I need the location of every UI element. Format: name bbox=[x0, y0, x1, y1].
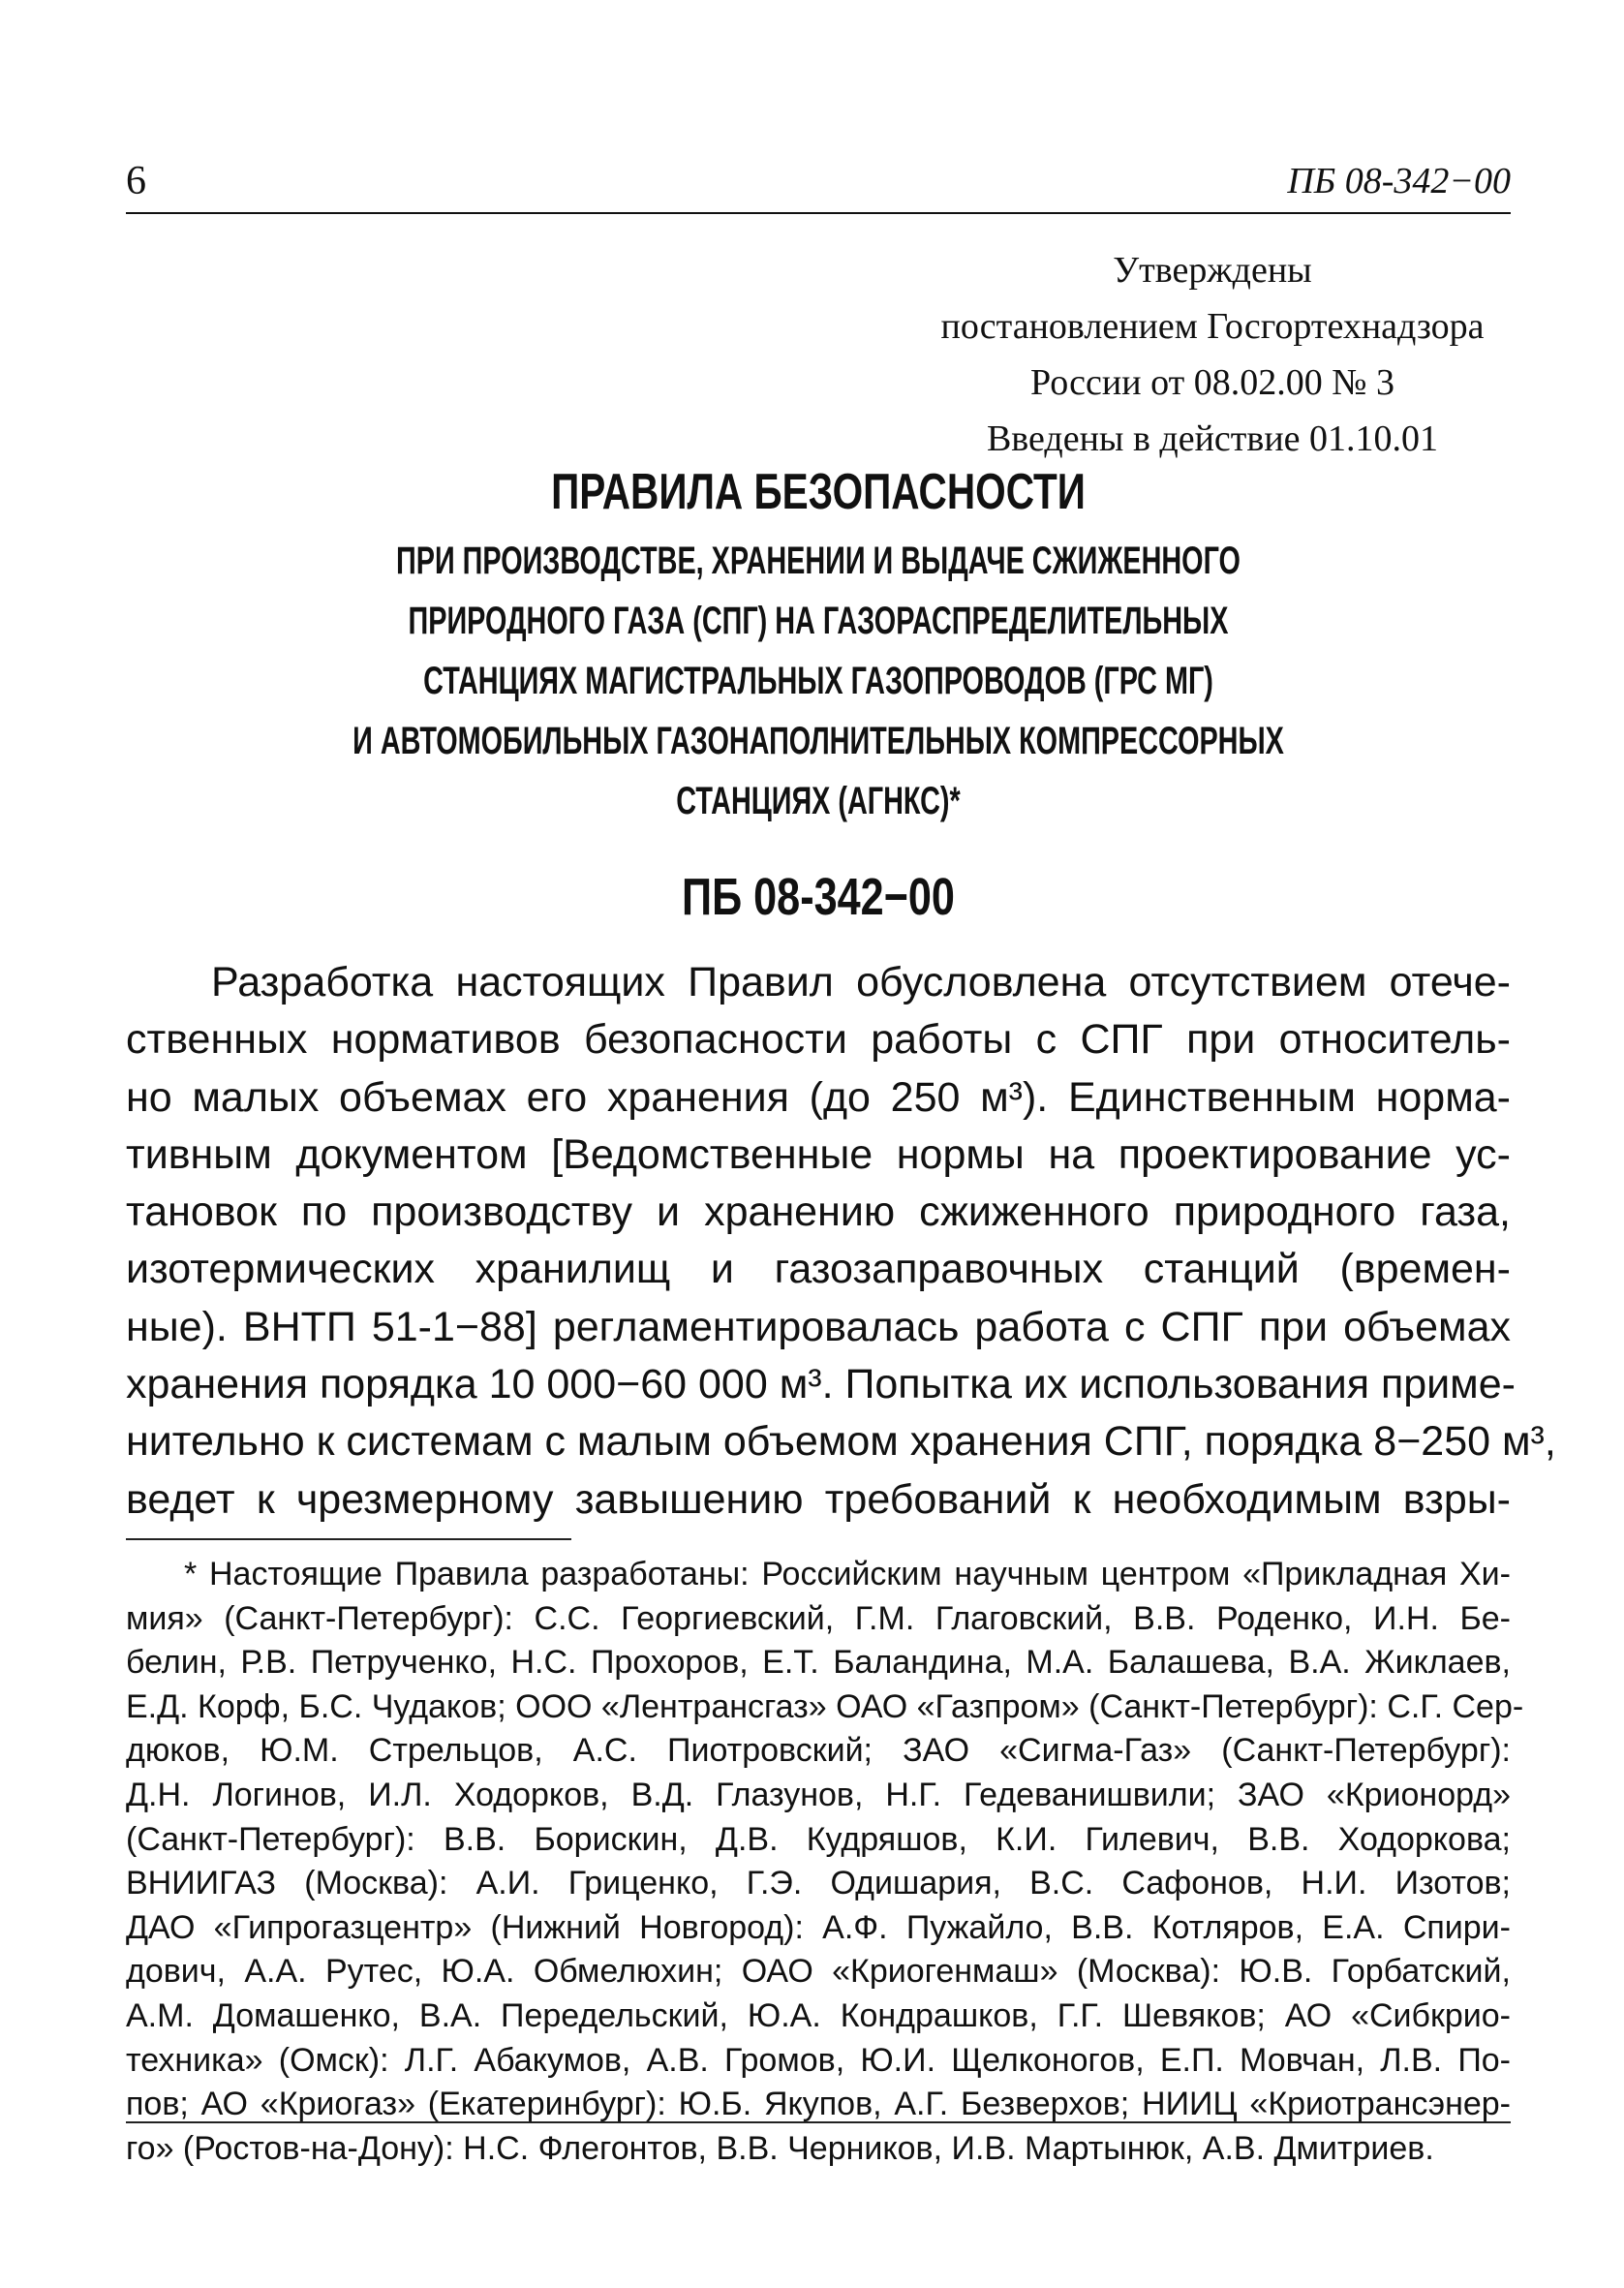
body-line: тановок по производству и хранению сжиженного природного газа, bbox=[126, 1189, 1511, 1236]
approval-line: России от 08.02.00 № 3 bbox=[1030, 362, 1394, 403]
footnote-line: ДАО «Гипрогазцентр» (Нижний Новгород): А.Ф. Пужайло, В.В. Котляров, Е.А. Спири- bbox=[126, 1908, 1511, 1946]
document-subtitle bbox=[320, 531, 1317, 831]
footnote-line: А.М. Домашенко, В.А. Передельский, Ю.А. Кондрашков, Г.Г. Шевяков; АО «Сибкрио- bbox=[126, 1996, 1511, 2034]
footnote-line: Д.Н. Логинов, И.Л. Ходорков, В.Д. Глазунов, Н.Г. Гедеванишвили; ЗАО «Крионорд» bbox=[126, 1776, 1511, 1813]
header-doc-code: ПБ 08-342−00 bbox=[1287, 161, 1511, 201]
subtitle-line: ПРИРОДНОГО ГАЗА (СПГ) НА ГАЗОРАСПРЕДЕЛИТЕЛЬНЫХ bbox=[408, 600, 1229, 642]
bottom-divider bbox=[126, 2121, 1511, 2123]
footnote-line: (Санкт-Петербург): В.В. Борискин, Д.В. Кудряшов, К.И. Гилевич, В.В. Ходоркова; bbox=[126, 1820, 1511, 1858]
approval-line: постановлением Госгортехнадзора bbox=[940, 306, 1485, 347]
footnote-line: го» (Ростов-на-Дону): Н.С. Флегонтов, В.В. Черников, И.В. Мартынюк, А.В. Дмитриев. bbox=[126, 2129, 1434, 2167]
footnote-line: мия» (Санкт-Петербург): С.С. Георгиевский, Г.М. Глаговский, В.В. Роденко, И.Н. Бе- bbox=[126, 1599, 1511, 1637]
page-number: 6 bbox=[126, 159, 146, 203]
approval-line: Утверждены bbox=[1113, 250, 1312, 291]
running-header bbox=[126, 158, 1511, 214]
footnote-line: дович, А.А. Рутес, Ю.А. Обмелюхин; ОАО «Криогенмаш» (Москва): Ю.В. Горбатский, bbox=[126, 1953, 1511, 1991]
footnote-line: белин, Р.В. Петрученко, Н.С. Прохоров, Е.Т. Баландина, М.А. Балашева, В.А. Жиклаев, bbox=[126, 1644, 1511, 1682]
body-line: тивным документом [Ведомственные нормы на проектирование ус- bbox=[126, 1130, 1511, 1178]
body-line: изотермических хранилищ и газозаправочных станций (времен- bbox=[126, 1246, 1511, 1293]
footnote bbox=[126, 1553, 1524, 2171]
document-title: ПРАВИЛА БЕЗОПАСНОСТИ bbox=[551, 464, 1086, 520]
footnote-line: техника» (Омск): Л.Г. Абакумов, А.В. Громов, Ю.И. Щелконогов, Е.П. Мовчан, Л.В. По- bbox=[126, 2041, 1511, 2079]
body-line: хранения порядка 10 000−60 000 м³. Попытка их использования приме- bbox=[126, 1361, 1516, 1408]
footnote-line: Е.Д. Корф, Б.С. Чудаков; ООО «Лентрансгаз» ОАО «Газпром» (Санкт-Петербург): С.Г. Сер- bbox=[126, 1687, 1524, 1725]
body-line: ственных нормативов безопасности работы с СПГ при относитель- bbox=[126, 1016, 1511, 1064]
subtitle-line: СТАНЦИЯХ МАГИСТРАЛЬНЫХ ГАЗОПРОВОДОВ (ГРС МГ) bbox=[423, 660, 1213, 702]
footnote-line: пов; АО «Криогаз» (Екатеринбург): Ю.Б. Якупов, А.Г. Безверхов; НИИЦ «Криотрансэнер- bbox=[126, 2086, 1511, 2123]
body-line: нительно к системам с малым объемом хранения СПГ, порядка 8−250 м³, bbox=[126, 1418, 1556, 1466]
approval-block bbox=[912, 242, 1513, 467]
footnote-divider bbox=[126, 1538, 571, 1540]
approval-line: Введены в действие 01.10.01 bbox=[986, 418, 1439, 459]
document-code: ПБ 08-342−00 bbox=[682, 868, 955, 926]
footnote-line: ВНИИГАЗ (Москва): А.И. Гриценко, Г.Э. Одишария, В.С. Сафонов, Н.И. Изотов; bbox=[126, 1865, 1511, 1902]
subtitle-line: СТАНЦИЯХ (АГНКС)* bbox=[676, 780, 961, 822]
body-line: но малых объемах его хранения (до 250 м³). Единственным норма- bbox=[126, 1073, 1511, 1121]
body-paragraph bbox=[126, 954, 1556, 1529]
subtitle-line: И АВТОМОБИЛЬНЫХ ГАЗОНАПОЛНИТЕЛЬНЫХ КОМПРЕССОРНЫХ bbox=[352, 720, 1284, 762]
footnote-line: * Настоящие Правила разработаны: Российским научным центром «Прикладная Хи- bbox=[184, 1556, 1511, 1592]
body-line: ные). ВНТП 51-1−88] регламентировалась работа с СПГ при объемах bbox=[126, 1303, 1511, 1350]
subtitle-line: ПРИ ПРОИЗВОДСТВЕ, ХРАНЕНИИ И ВЫДАЧЕ СЖИЖЕННОГО bbox=[396, 540, 1241, 582]
body-line: ведет к чрезмерному завышению требований к необходимым взры- bbox=[126, 1475, 1511, 1523]
body-line: Разработка настоящих Правил обусловлена отсутствием отече- bbox=[211, 959, 1511, 1005]
footnote-line: дюков, Ю.М. Стрельцов, А.С. Пиотровский; ЗАО «Сигма-Газ» (Санкт-Петербург): bbox=[126, 1732, 1511, 1770]
